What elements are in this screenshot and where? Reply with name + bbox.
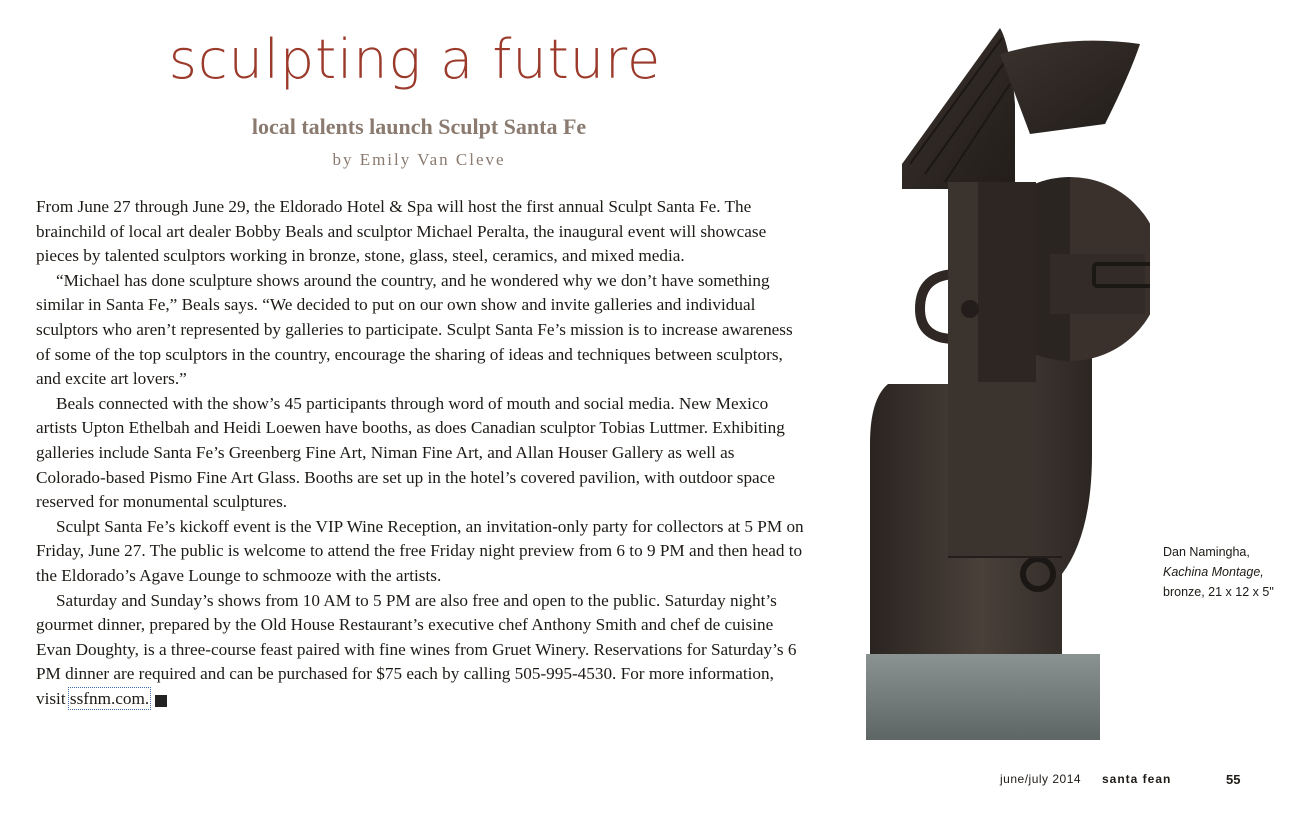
paragraph-3: Beals connected with the show’s 45 participants through word of mouth and social media. New Mexico artists Upton Ethelbah and Heidi Loewen have booths, as does Canadian sculptor Tobias Luttmer. Exhibiting galleries include Santa Fe’s Greenberg Fine Art, Niman Fine Art, and Allan Houser Gallery as well as Colorado-based Pismo Fine Art Glass. Booths are set up in the hotel’s covered pavilion, with outdoor space reserved for monumental sculptures. xyxy=(36,393,785,512)
paragraph-1: From June 27 through June 29, the Eldorado Hotel & Spa will host the first annual Sculpt Santa Fe. The brainchild of local art dealer Bobby Beals and sculptor Michael Peralta, the inaugural event will showcase pieces by talented sculptors working in bronze, stone, glass, steel, ceramics, and mixed media. xyxy=(36,197,767,266)
photo-caption xyxy=(1163,542,1303,602)
sculpture-wing xyxy=(1000,41,1140,134)
sculpture-base xyxy=(866,654,1100,740)
article-body xyxy=(36,195,804,711)
paragraph-5-text: Saturday and Sunday’s shows from 10 AM to 5 PM are also free and open to the public. Saturday night’s gourmet dinner, prepared by the Old House Restaurant’s executive chef Anthony Smith and chef de cuisine Evan Doughty, is a three-course feast paired with fine wines from Gruet Winery. Reservations for Saturday’s 6 PM dinner are required and can be purchased for $75 each by calling 505-995-4530. For more information, visit xyxy=(36,590,797,708)
footer-issue-date: june/july 2014 xyxy=(1000,772,1082,786)
end-mark-icon: sf xyxy=(155,695,167,707)
sculpture-fan xyxy=(902,28,1015,189)
paragraph-2: “Michael has done sculpture shows around the country, and he wondered why we don’t have something similar in Santa Fe,” Beals says. “We decided to put on our own show and invite galleries and individual sculptors who aren’t represented by galleries to participate. Sculpt Santa Fe’s mission is to increase awareness of some of the top sculptors in the country, encourage the sharing of ideas and techniques between sculptors, and excite art lovers.” xyxy=(36,270,793,389)
website-link[interactable]: ssfnm.com. xyxy=(69,688,150,708)
page-footer xyxy=(1000,772,1260,790)
paragraph-5 xyxy=(36,589,804,712)
caption-details: bronze, 21 x 12 x 5" xyxy=(1163,585,1274,599)
footer-magazine-name: santa fean xyxy=(1102,772,1172,786)
article-subtitle: local talents launch Sculpt Santa Fe xyxy=(251,114,587,139)
footer-page-number: 55 xyxy=(1226,772,1241,787)
paragraph-4: Sculpt Santa Fe’s kickoff event is the VIP Wine Reception, an invitation-only party for collectors at 5 PM on Friday, June 27. The public is welcome to attend the free Friday night preview from 6 to 9 PM and then head to the Eldorado’s Agave Lounge to schmooze with the artists. xyxy=(36,516,804,585)
article-title: sculpting a future xyxy=(168,28,662,91)
caption-title: Kachina Montage, xyxy=(1163,565,1264,579)
sculpture-photo xyxy=(830,14,1150,744)
caption-artist: Dan Namingha, xyxy=(1163,545,1250,559)
article-byline: by Emily Van Cleve xyxy=(332,150,506,169)
